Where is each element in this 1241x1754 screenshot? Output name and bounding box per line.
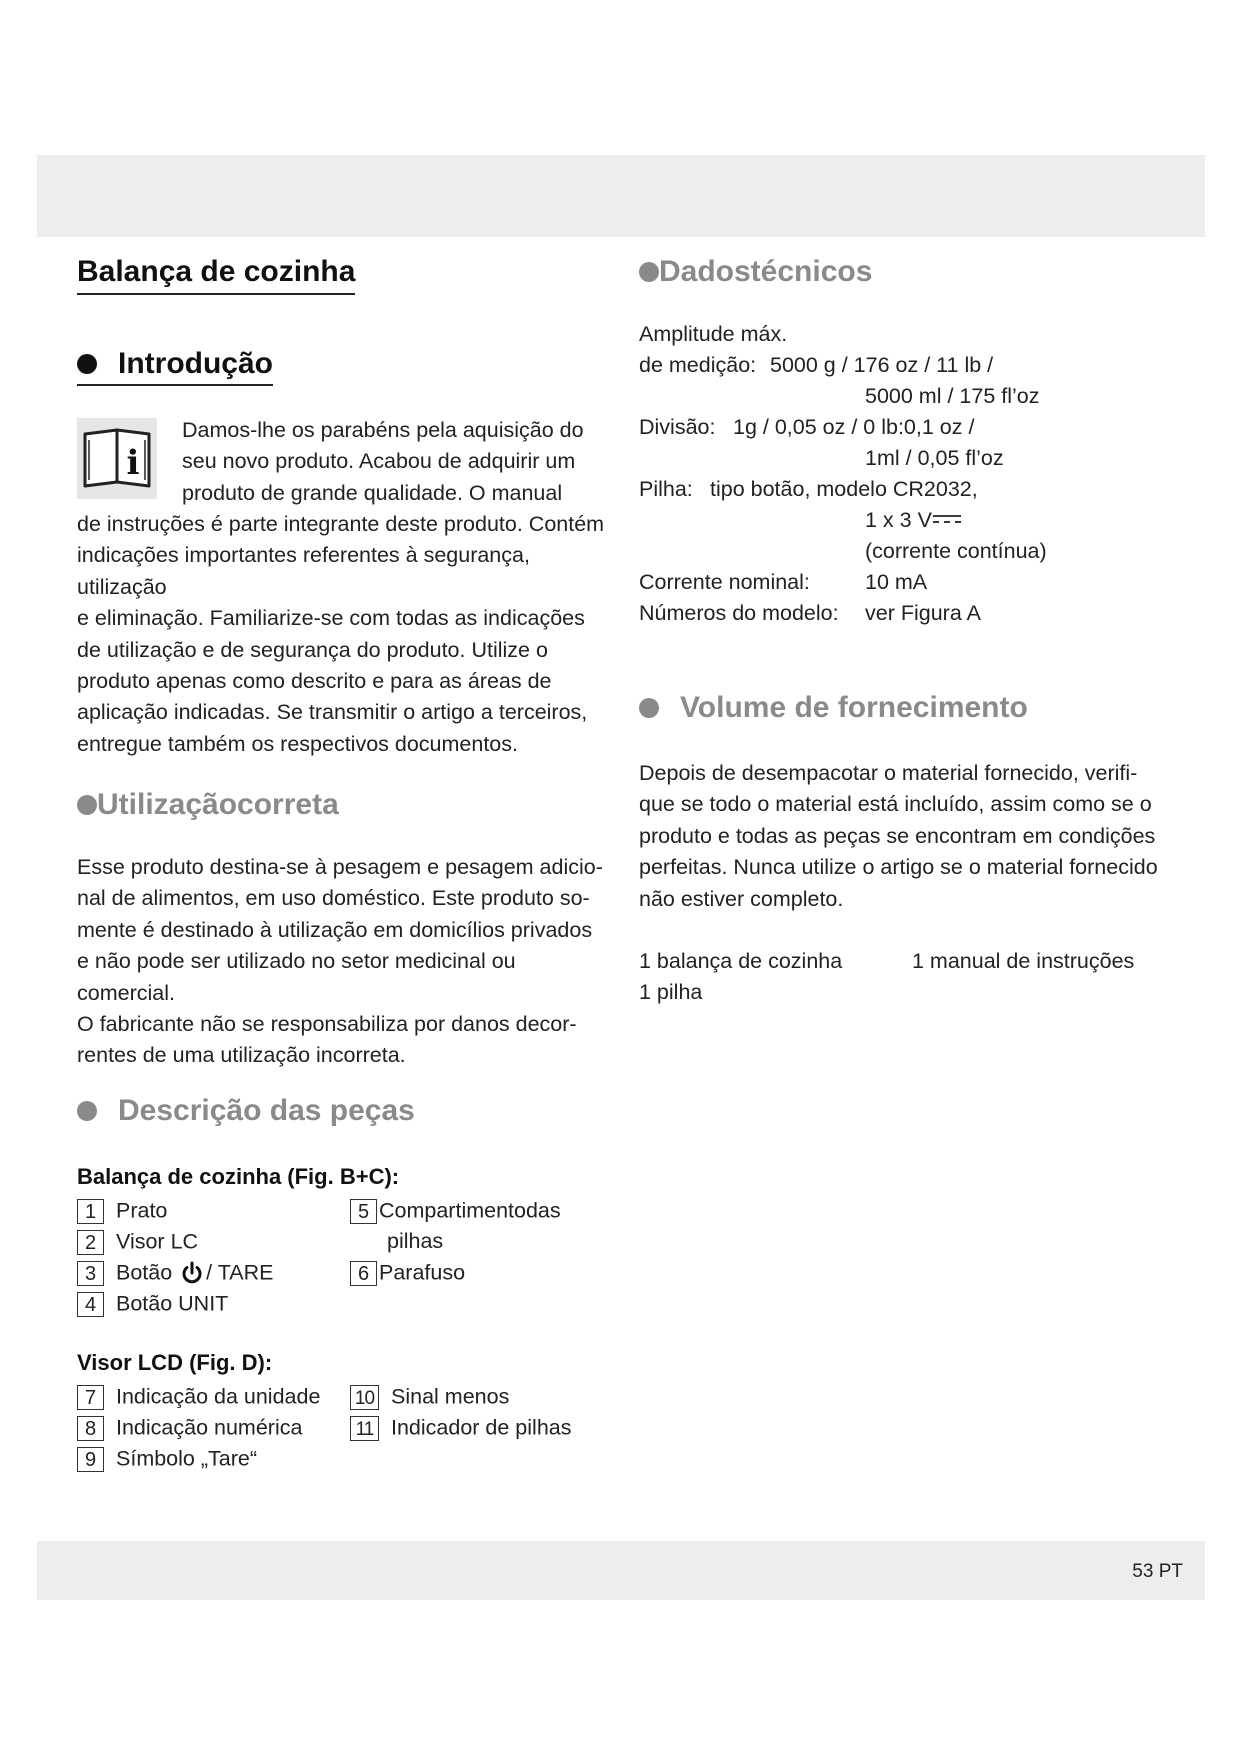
tech-battery-value: tipo botão, modelo CR2032, bbox=[710, 477, 978, 501]
footer-band bbox=[37, 1541, 1205, 1600]
bullet-icon bbox=[77, 795, 97, 815]
lcd-item: 10 Sinal menos bbox=[350, 1381, 509, 1413]
tech-division-label: Divisão: bbox=[639, 415, 716, 439]
scale-parts-subheading: Balança de cozinha (Fig. B+C): bbox=[77, 1164, 400, 1189]
intro-paragraph-top: Damos-lhe os parabéns pela aquisição do seu novo produto. Acabou de adquirir um produto de grande qualidade. O manual bbox=[182, 418, 584, 505]
usage-heading: Utilizaçãocorreta bbox=[77, 787, 339, 823]
bullet-icon bbox=[77, 354, 97, 374]
part-item-continuation: pilhas bbox=[387, 1229, 444, 1253]
tech-model-label: Números do modelo: bbox=[639, 601, 839, 625]
tech-current-value: 10 mA bbox=[865, 570, 928, 594]
supply-paragraph: Depois de desempacotar o material fornecido, verifi- que se todo o material está incluído, assim como se o produto e todas as peças se encontram em condições perfeitas. Nunca utilize o artigo se o material fornecido não estiver completo. bbox=[639, 761, 1158, 911]
bullet-icon bbox=[639, 698, 659, 718]
page-number: 53 PT bbox=[1132, 1561, 1183, 1582]
intro-paragraph-bottom: de instruções é parte integrante deste produto. Contém indicações importantes referentes à segurança, utilização e eliminação. Familiarize-se com todas as indicações de utilização e de segurança do produto. Utilize o produto apenas como descrito e para as áreas de aplicação indicadas. Se transmitir o artigo a terceiros, entregue também os respectivos documentos. bbox=[77, 512, 605, 756]
supply-item: 1 pilha bbox=[639, 980, 703, 1004]
direct-current-icon bbox=[932, 513, 962, 525]
tech-current-label: Corrente nominal: bbox=[639, 570, 810, 594]
tech-heading: Dadostécnicos bbox=[639, 254, 872, 290]
tech-model-value: ver Figura A bbox=[865, 601, 981, 625]
tech-division-value: 1ml / 0,05 fl’oz bbox=[865, 446, 1004, 470]
lcd-item: 9 Símbolo „Tare“ bbox=[77, 1443, 257, 1475]
part-item: 3 Botão / TARE bbox=[77, 1257, 273, 1289]
part-item: 1 Prato bbox=[77, 1195, 167, 1227]
tech-amplitude-value: 5000 g / 176 oz / 11 lb / bbox=[770, 353, 994, 377]
document-title: Balança de cozinha bbox=[77, 254, 355, 295]
lcd-parts-subheading: Visor LCD (Fig. D): bbox=[77, 1350, 273, 1375]
tech-amplitude-label: de medição: bbox=[639, 353, 757, 377]
bullet-icon bbox=[77, 1101, 97, 1121]
parts-heading: Descrição das peças bbox=[77, 1093, 415, 1129]
usage-paragraph: Esse produto destina-se à pesagem e pesagem adicio- nal de alimentos, em uso doméstico. Este produto so- mente é destinado à utilização em domicílios privados e não pode ser utilizado no setor medicinal ou comercial. O fabricante não se responsabiliza por danos decor- rentes de uma utilização incorreta. bbox=[77, 855, 603, 1068]
lcd-item: 8 Indicação numérica bbox=[77, 1412, 302, 1444]
part-item: 4 Botão UNIT bbox=[77, 1288, 228, 1320]
supply-item: 1 manual de instruções bbox=[912, 949, 1135, 973]
tech-division-value: 1g / 0,05 oz / 0 lb:0,1 oz / bbox=[733, 415, 975, 439]
intro-heading: Introdução bbox=[77, 346, 273, 386]
part-item: 6 Parafuso bbox=[350, 1257, 465, 1289]
part-item: 2 Visor LC bbox=[77, 1226, 198, 1258]
tech-amplitude-label: Amplitude máx. bbox=[639, 322, 788, 346]
bullet-icon bbox=[639, 262, 659, 282]
svg-text:i: i bbox=[126, 443, 140, 483]
power-icon bbox=[180, 1261, 204, 1285]
part-item: 5 Compartimentodas bbox=[350, 1195, 561, 1227]
header-band bbox=[37, 155, 1205, 237]
lcd-item: 7 Indicação da unidade bbox=[77, 1381, 320, 1413]
tech-battery-label: Pilha: bbox=[639, 477, 693, 501]
book-info-icon bbox=[77, 418, 157, 499]
tech-amplitude-value: 5000 ml / 175 fl’oz bbox=[865, 384, 1040, 408]
lcd-item: 11 Indicador de pilhas bbox=[350, 1412, 571, 1444]
supply-heading: Volume de fornecimento bbox=[639, 690, 1028, 726]
tech-battery-value: 1 x 3 V bbox=[865, 505, 962, 536]
supply-item: 1 balança de cozinha bbox=[639, 949, 843, 973]
tech-battery-value: (corrente contínua) bbox=[865, 539, 1047, 563]
